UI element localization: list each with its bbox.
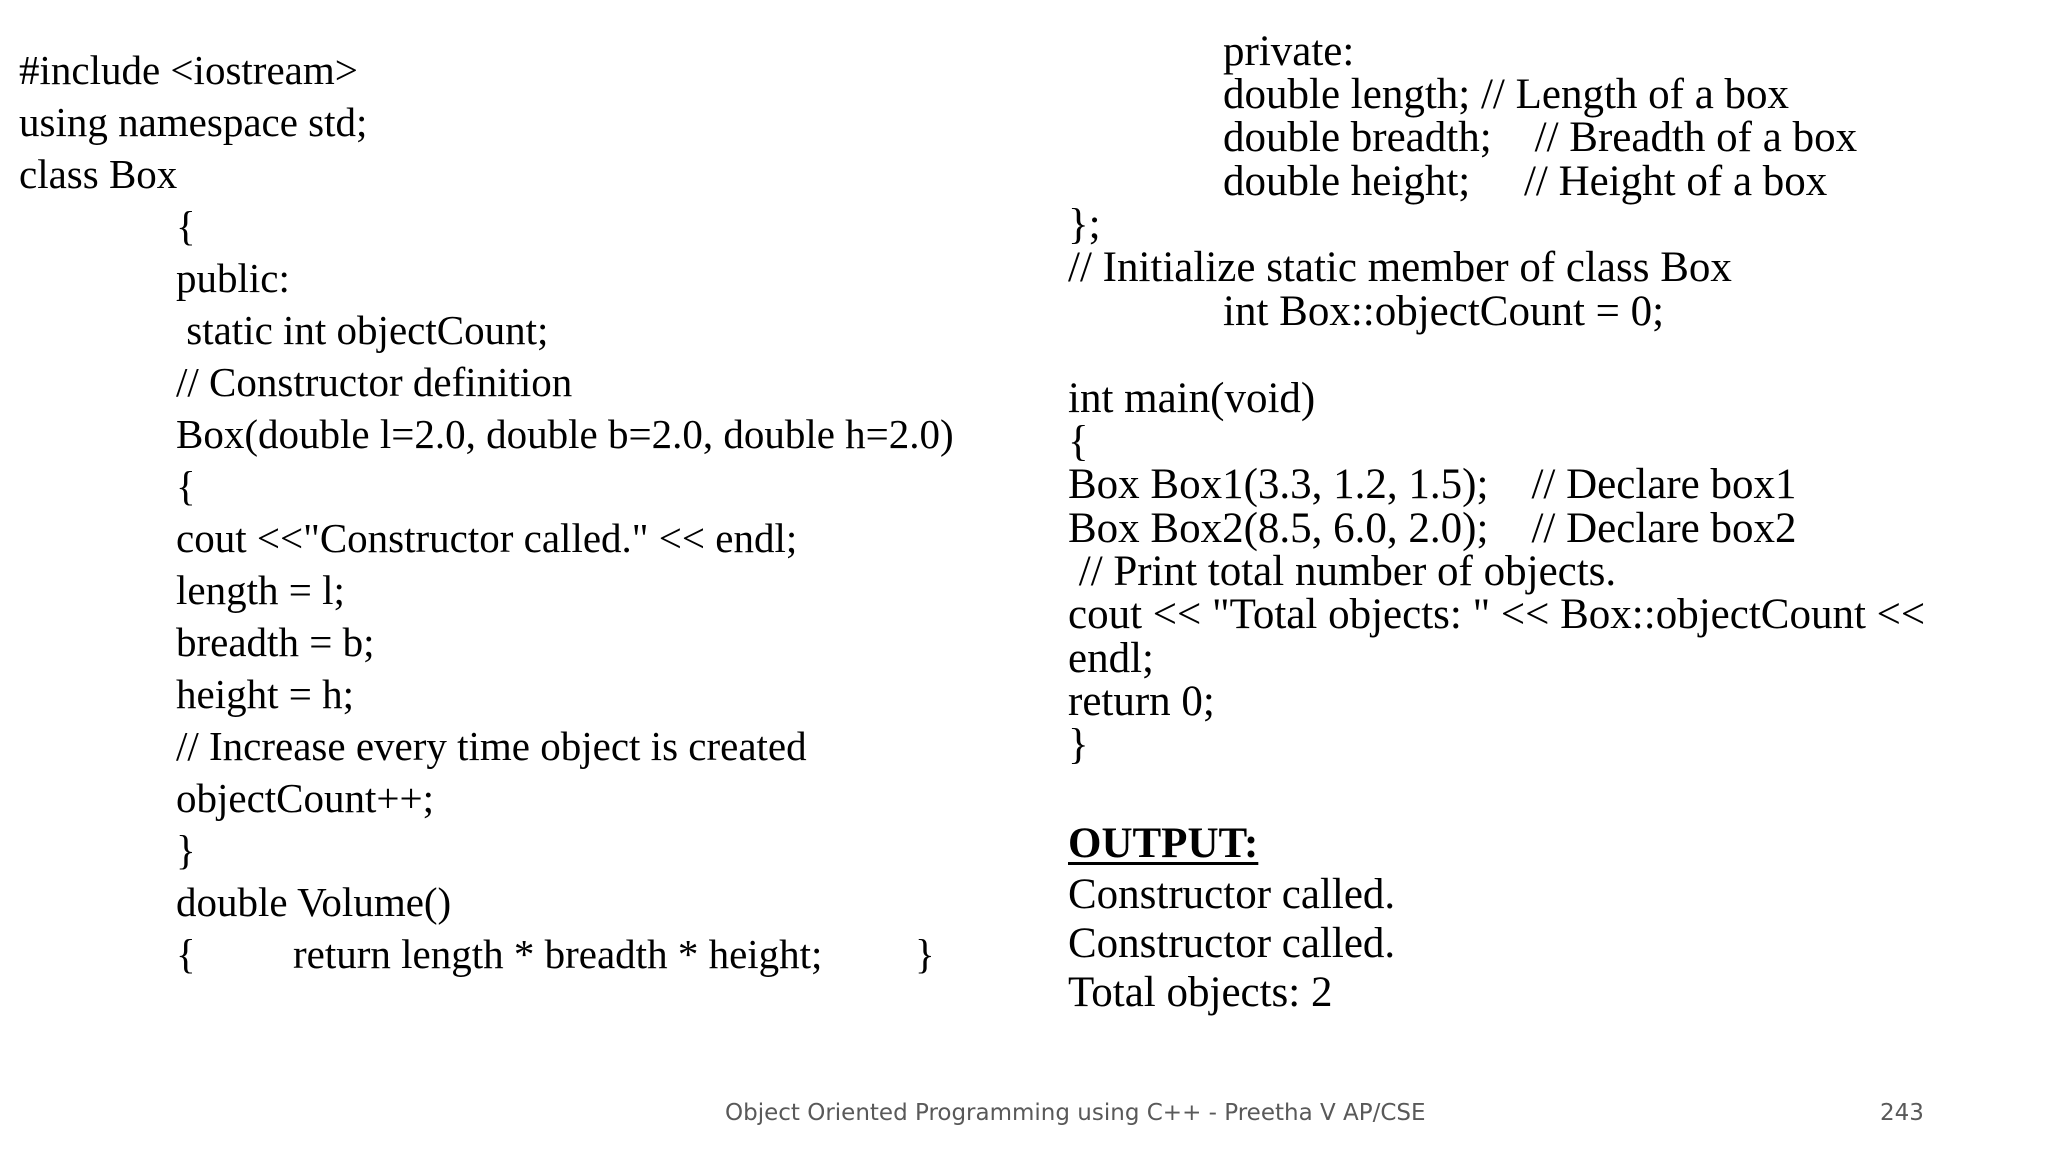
code-line-breadth: breadth = b; xyxy=(176,619,375,665)
code-line-class-open: { xyxy=(176,203,196,249)
code-line-member-height: double height; // Height of a box xyxy=(1223,158,1828,205)
code-line-volume: double Volume() xyxy=(176,879,452,925)
output-line-1: Constructor called. xyxy=(1068,871,1396,918)
code-line-private: private: xyxy=(1223,28,1355,75)
code-line-ctor-signature: Box(double l=2.0, double b=2.0, double h=2.0) xyxy=(176,411,954,457)
code-line-static-count: static int objectCount; xyxy=(176,307,549,353)
code-line-member-length: double length; // Length of a box xyxy=(1223,71,1790,118)
code-line-height: height = h; xyxy=(176,671,354,717)
code-line-comment-print: // Print total number of objects. xyxy=(1068,548,1617,595)
code-line-length: length = l; xyxy=(176,567,345,613)
code-line-init-count: int Box::objectCount = 0; xyxy=(1223,288,1665,335)
code-line-ctor-open: { xyxy=(176,463,196,509)
code-line-main-open: { xyxy=(1068,418,1089,465)
code-line-volume-close: } xyxy=(915,931,935,977)
code-line-comment-inc: // Increase every time object is created xyxy=(176,723,807,769)
code-line-cout-total: cout << "Total objects: " << Box::objectCount << xyxy=(1068,591,1926,638)
output-line-2: Constructor called. xyxy=(1068,920,1396,967)
code-line-comment-init: // Initialize static member of class Box xyxy=(1068,244,1732,291)
code-line-endl: endl; xyxy=(1068,635,1154,682)
slide-number: 243 xyxy=(1880,1100,1924,1126)
code-line-main-close: } xyxy=(1068,721,1089,768)
code-line-namespace: using namespace std; xyxy=(19,99,368,145)
footer-title: Object Oriented Programming using C++ - Preetha V AP/CSE xyxy=(725,1100,1426,1126)
code-line-box2: Box Box2(8.5, 6.0, 2.0); // Declare box2 xyxy=(1068,505,1797,552)
code-line-member-breadth: double breadth; // Breadth of a box xyxy=(1223,114,1858,161)
code-line-class-close: }; xyxy=(1068,201,1101,248)
output-heading: OUTPUT: xyxy=(1068,820,1259,867)
code-line-volume-open: { xyxy=(176,931,196,977)
code-line-public: public: xyxy=(176,255,290,301)
code-line-ctor-close: } xyxy=(176,827,196,873)
output-line-3: Total objects: 2 xyxy=(1068,969,1333,1016)
code-line-main: int main(void) xyxy=(1068,375,1316,422)
code-line-volume-return: return length * breadth * height; xyxy=(293,931,823,977)
code-line-return: return 0; xyxy=(1068,678,1215,725)
code-line-box1: Box Box1(3.3, 1.2, 1.5); // Declare box1 xyxy=(1068,461,1797,508)
code-line-increment: objectCount++; xyxy=(176,775,435,821)
code-line-class-box: class Box xyxy=(19,151,178,197)
code-line-comment-ctor: // Constructor definition xyxy=(176,359,573,405)
code-line-cout: cout <<"Constructor called." << endl; xyxy=(176,515,798,561)
code-line-include: #include <iostream> xyxy=(19,47,358,93)
